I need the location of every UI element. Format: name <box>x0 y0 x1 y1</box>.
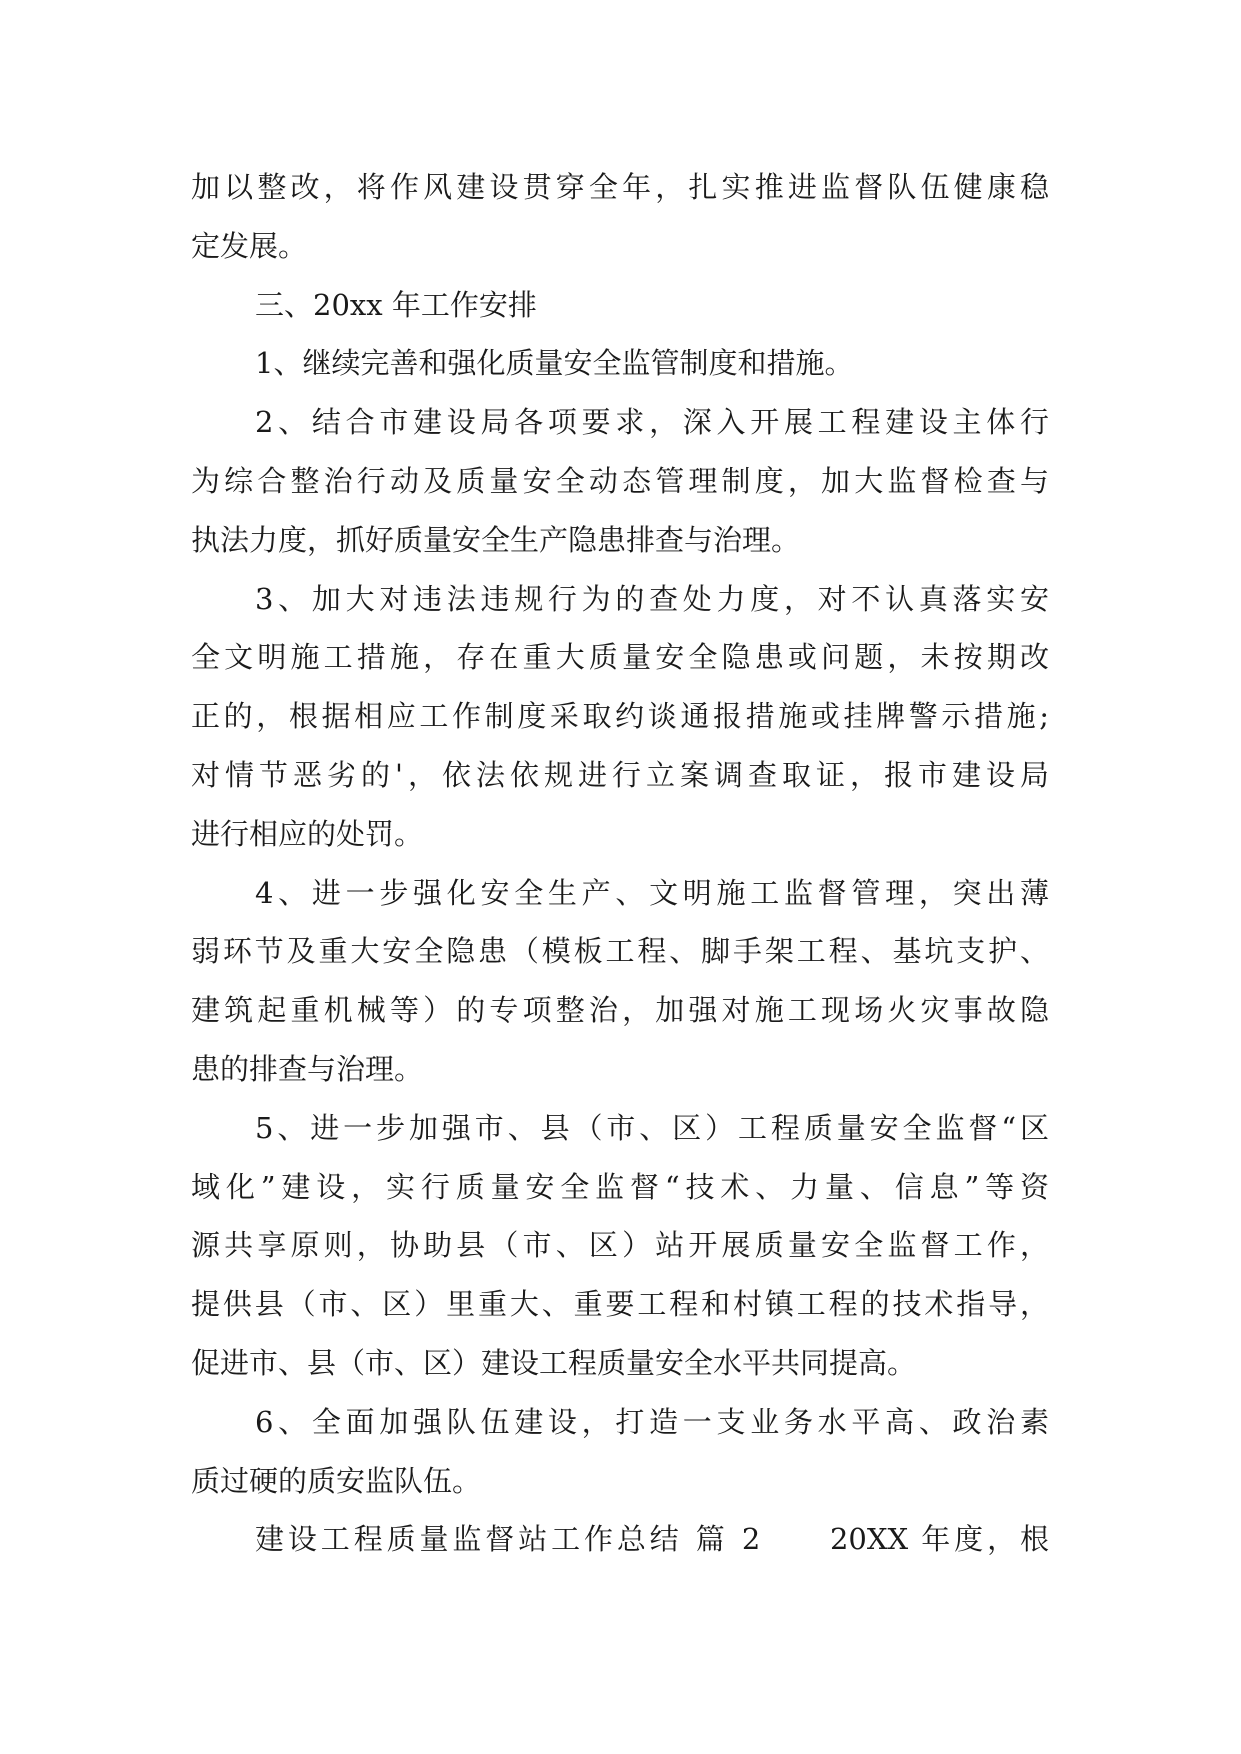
text-line: 2、结合市建设局各项要求，深入开展工程建设主体行 <box>255 405 1049 440</box>
document-body <box>191 158 1049 1569</box>
text-line: 为综合整治行动及质量安全动态管理制度，加大监督检查与 <box>191 463 1049 498</box>
text-line: 对情节恶劣的'，依法依规进行立案调查取证，报市建设局 <box>191 757 1049 792</box>
text-line: 4、进一步强化安全生产、文明施工监督管理，突出薄 <box>255 875 1049 910</box>
text-line: 3、加大对违法违规行为的查处力度，对不认真落实安 <box>255 581 1049 616</box>
text-line: 源共享原则，协助县（市、区）站开展质量安全监督工作， <box>191 1228 1049 1263</box>
text-line: 5、进一步加强市、县（市、区）工程质量安全监督“区 <box>255 1110 1049 1145</box>
text-line: 执法力度，抓好质量安全生产隐患排查与治理。 <box>191 522 801 557</box>
text-line: 促进市、县（市、区）建设工程质量安全水平共同提高。 <box>191 1345 917 1380</box>
text-line: 正的，根据相应工作制度采取约谈通报措施或挂牌警示措施; <box>191 699 1049 734</box>
text-line: 1、继续完善和强化质量安全监管制度和措施。 <box>255 346 854 381</box>
text-line: 6、全面加强队伍建设，打造一支业务水平高、政治素 <box>255 1404 1049 1439</box>
text-line: 弱环节及重大安全隐患（模板工程、脚手架工程、基坑支护、 <box>191 934 1049 969</box>
text-line: 加以整改，将作风建设贯穿全年，扎实推进监督队伍健康稳 <box>191 170 1049 204</box>
text-line: 建设工程质量监督站工作总结 篇 2 20XX 年度，根 <box>255 1522 1049 1557</box>
text-line: 提供县（市、区）里重大、重要工程和村镇工程的技术指导， <box>191 1287 1049 1322</box>
text-line: 进行相应的处罚。 <box>191 816 424 851</box>
text-line: 定发展。 <box>191 228 308 263</box>
text-line: 全文明施工措施，存在重大质量安全隐患或问题，未按期改 <box>191 640 1049 675</box>
text-line: 患的排查与治理。 <box>191 1051 424 1086</box>
text-line: 三、20xx 年工作安排 <box>255 287 537 322</box>
text-line: 质过硬的质安监队伍。 <box>191 1463 482 1498</box>
text-line: 域化”建设，实行质量安全监督“技术、力量、信息”等资 <box>191 1169 1049 1204</box>
text-line: 建筑起重机械等）的专项整治，加强对施工现场火灾事故隐 <box>191 993 1049 1028</box>
